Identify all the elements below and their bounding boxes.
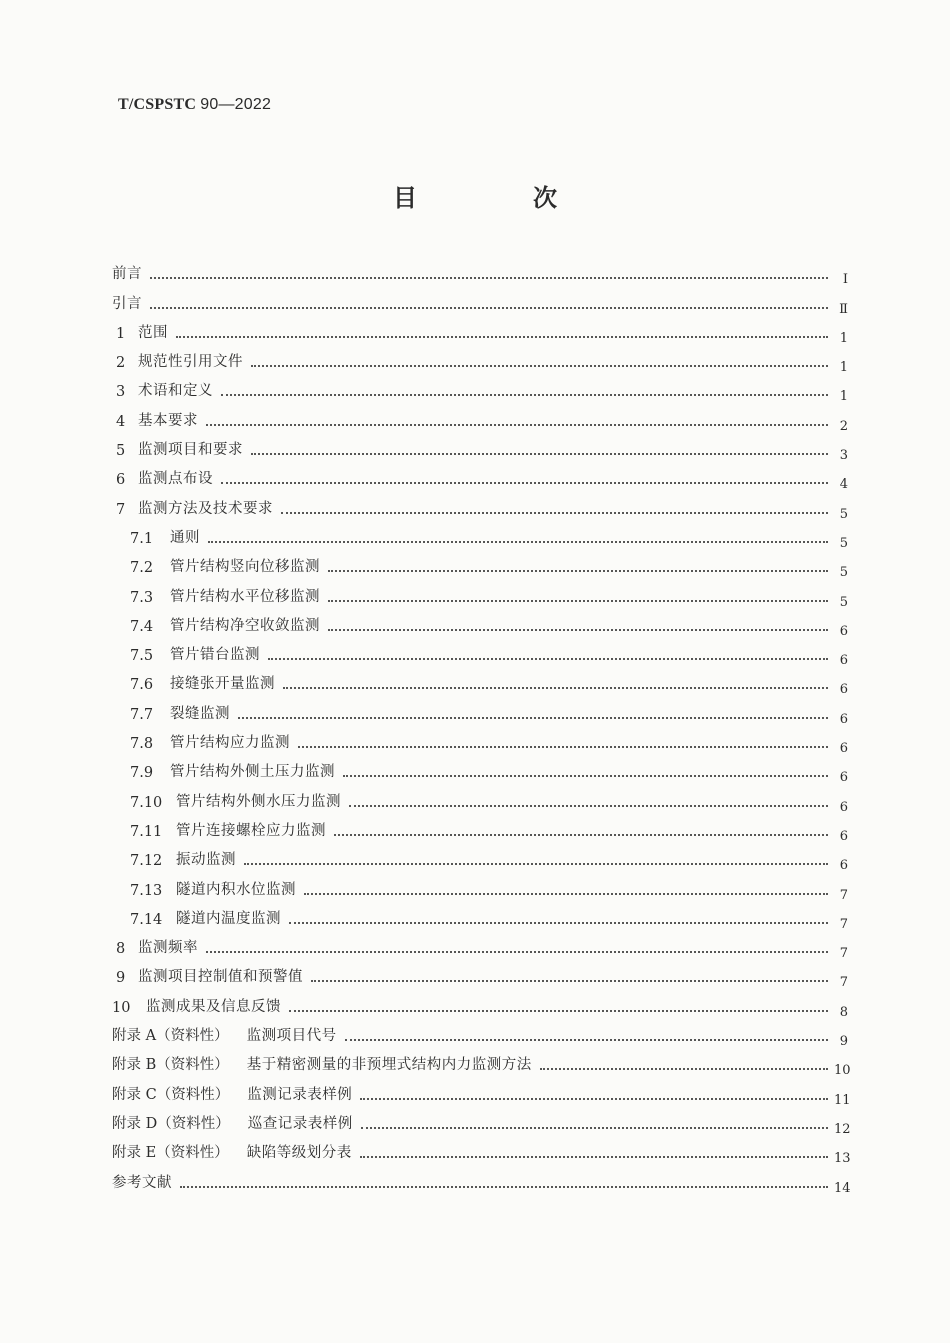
document-code-number: 90—2022 bbox=[200, 96, 272, 113]
toc-entry-title: 监测成果及信息反馈 bbox=[146, 998, 281, 1015]
toc-entry-label bbox=[112, 643, 260, 664]
toc-leader-dots bbox=[283, 687, 828, 689]
toc-entry-title: 通则 bbox=[170, 529, 200, 546]
toc-entry-title: 范围 bbox=[138, 324, 168, 341]
toc-entry-page: 11 bbox=[834, 1092, 851, 1108]
toc-entry-number: 7.12 bbox=[130, 853, 163, 870]
toc-leader-dots bbox=[251, 453, 828, 455]
toc-entry-title: 管片结构应力监测 bbox=[170, 735, 290, 752]
toc-entry[interactable] bbox=[112, 928, 848, 962]
toc-entry-label bbox=[112, 936, 198, 957]
toc-entry-label bbox=[112, 292, 142, 313]
toc-entry-label bbox=[112, 672, 275, 693]
toc-entry-title: 术语和定义 bbox=[138, 383, 213, 400]
toc-entry-page: 6 bbox=[839, 770, 848, 786]
toc-entry[interactable] bbox=[112, 518, 848, 551]
toc-entry[interactable] bbox=[112, 664, 848, 698]
toc-entry-page: 6 bbox=[839, 653, 848, 669]
toc-entry-title: 管片结构外侧水压力监测 bbox=[176, 793, 341, 810]
toc-entry-page: 1 bbox=[839, 330, 848, 346]
toc-entry[interactable] bbox=[112, 723, 848, 757]
toc-entry-page: 5 bbox=[839, 506, 848, 522]
document-code bbox=[118, 96, 271, 114]
toc-entry-title: 管片结构净空收敛监测 bbox=[170, 617, 320, 634]
toc-entry-page: 6 bbox=[839, 858, 848, 874]
toc-leader-dots bbox=[360, 1098, 828, 1100]
toc-entry[interactable] bbox=[112, 283, 848, 317]
toc-leader-dots bbox=[251, 365, 828, 367]
toc-entry[interactable] bbox=[112, 752, 848, 786]
toc-entry-title: 基本要求 bbox=[138, 412, 198, 429]
toc-entry-number: 10 bbox=[112, 999, 131, 1016]
toc-entry-label bbox=[112, 614, 320, 635]
toc-entry-page: 6 bbox=[839, 711, 848, 727]
toc-entry-page: 10 bbox=[834, 1063, 851, 1079]
toc-leader-dots bbox=[268, 658, 828, 660]
toc-entry-page: 5 bbox=[839, 565, 848, 581]
toc-leader-dots bbox=[289, 922, 828, 924]
toc-leader-dots bbox=[304, 893, 828, 895]
toc-leader-dots bbox=[238, 717, 828, 719]
toc-entry-title: 裂缝监测 bbox=[170, 705, 230, 722]
toc-entry-number: 2 bbox=[116, 355, 126, 372]
toc-leader-dots bbox=[281, 512, 828, 514]
toc-leader-dots bbox=[334, 834, 828, 836]
toc-entry-title: 监测项目和要求 bbox=[138, 442, 243, 459]
toc-entry[interactable] bbox=[112, 400, 848, 434]
toc-entry-number: 6 bbox=[116, 472, 126, 489]
toc-entry-title: 管片结构水平位移监测 bbox=[170, 588, 320, 605]
toc-entry-label bbox=[112, 526, 200, 547]
toc-entry-page: 14 bbox=[834, 1180, 851, 1196]
toc-leader-dots bbox=[244, 863, 828, 865]
toc-entry-page: 8 bbox=[839, 1004, 848, 1020]
toc-entry-title: 振动监测 bbox=[176, 852, 236, 869]
toc-entry-title: 接缝张开量监测 bbox=[170, 676, 275, 693]
toc-entry-number: 7.7 bbox=[130, 706, 154, 723]
toc-entry-title: 参考文献 bbox=[112, 1174, 172, 1191]
toc-entry[interactable] bbox=[112, 1133, 851, 1167]
toc-entry-number: 9 bbox=[116, 970, 126, 987]
toc-entry-number: 8 bbox=[116, 941, 126, 958]
toc-entry-page: 7 bbox=[839, 887, 848, 903]
toc-entry-number: 7.5 bbox=[130, 648, 154, 665]
toc-entry-number: 7.4 bbox=[130, 618, 154, 635]
toc-entry-page: 13 bbox=[834, 1151, 851, 1167]
toc-entry-label bbox=[112, 409, 198, 430]
toc-leader-dots bbox=[221, 394, 828, 396]
toc-entry[interactable] bbox=[112, 342, 848, 376]
toc-leader-dots bbox=[328, 629, 828, 631]
toc-entry[interactable] bbox=[112, 576, 848, 610]
toc-entry-label bbox=[112, 497, 273, 518]
toc-entry-label bbox=[112, 350, 243, 371]
toc-leader-dots bbox=[328, 600, 828, 602]
toc-entry-page: 6 bbox=[839, 828, 848, 844]
toc-entry-title: 管片错台监测 bbox=[170, 647, 260, 664]
toc-entry-label bbox=[112, 790, 341, 811]
toc-entry[interactable] bbox=[112, 488, 848, 522]
toc-entry-number: 7.14 bbox=[130, 911, 163, 928]
toc-entry-label bbox=[112, 965, 303, 986]
toc-entry-title: 监测项目代号 bbox=[246, 1028, 337, 1045]
toc-entry-label bbox=[112, 1141, 352, 1162]
toc-entry-page: 7 bbox=[839, 975, 848, 991]
toc-entry-label bbox=[112, 1053, 532, 1074]
toc-entry[interactable] bbox=[112, 1104, 851, 1137]
toc-entry[interactable] bbox=[112, 899, 848, 932]
toc-entry-page: Ⅰ bbox=[842, 272, 848, 288]
toc-entry[interactable] bbox=[112, 313, 848, 346]
toc-leader-dots bbox=[208, 541, 828, 543]
toc-entry[interactable] bbox=[112, 840, 848, 874]
toc-entry-number: 7.9 bbox=[130, 765, 154, 782]
toc-entry-number: 附录 B（资料性） bbox=[112, 1057, 229, 1074]
toc-entry-page: Ⅱ bbox=[839, 301, 848, 317]
toc-leader-dots bbox=[221, 482, 828, 484]
toc-entry-title: 巡查记录表样例 bbox=[247, 1115, 353, 1132]
toc-entry-page: 6 bbox=[839, 682, 848, 698]
toc-entry-label bbox=[112, 379, 213, 400]
toc-entry-number: 7.11 bbox=[130, 823, 163, 840]
toc-entry-page: 1 bbox=[839, 389, 848, 405]
toc-leader-dots bbox=[150, 307, 828, 309]
toc-entry-page: 2 bbox=[839, 418, 848, 434]
toc-leader-dots bbox=[345, 1039, 828, 1041]
toc-entry-title: 管片连接螺栓应力监测 bbox=[176, 822, 326, 839]
toc-entry-label bbox=[112, 760, 335, 781]
toc-entry[interactable] bbox=[112, 693, 848, 727]
toc-leader-dots bbox=[206, 951, 828, 953]
toc-entry-page: 5 bbox=[839, 594, 848, 610]
toc-entry-page: 6 bbox=[839, 623, 848, 639]
toc-entry[interactable] bbox=[112, 635, 848, 669]
toc-entry-number: 5 bbox=[116, 443, 126, 460]
toc-entry-number: 附录 E（资料性） bbox=[112, 1145, 229, 1162]
toc-leader-dots bbox=[206, 424, 828, 426]
toc-entry[interactable] bbox=[112, 547, 848, 581]
toc-entry-page: 5 bbox=[839, 535, 848, 551]
toc-entry-number: 附录 A（资料性） bbox=[112, 1028, 229, 1045]
toc-entry-title: 引言 bbox=[112, 295, 142, 312]
toc-entry[interactable] bbox=[112, 430, 848, 464]
toc-entry-number: 7 bbox=[116, 501, 126, 518]
toc-entry[interactable] bbox=[112, 1162, 851, 1196]
toc-entry-title: 隧道内积水位监测 bbox=[176, 881, 296, 898]
toc-entry-label bbox=[112, 1024, 337, 1045]
toc-entry-page: 7 bbox=[839, 916, 848, 932]
toc-entry-title: 监测点布设 bbox=[138, 471, 213, 488]
toc-leader-dots bbox=[311, 980, 828, 982]
toc-entry-number: 7.3 bbox=[130, 589, 154, 606]
toc-entry-title: 监测方法及技术要求 bbox=[138, 500, 273, 517]
toc-entry[interactable] bbox=[112, 1016, 848, 1050]
toc-entry-title: 管片结构外侧土压力监测 bbox=[170, 764, 335, 781]
toc-entry-label bbox=[112, 907, 281, 928]
toc-entry-label bbox=[112, 555, 320, 576]
toc-leader-dots bbox=[343, 775, 828, 777]
toc-entry-title: 缺陷等级划分表 bbox=[246, 1145, 352, 1162]
toc-entry-number: 4 bbox=[116, 413, 126, 430]
toc-entry-title: 隧道内温度监测 bbox=[176, 910, 281, 927]
toc-entry-page: 6 bbox=[839, 741, 848, 757]
toc-entry-page: 12 bbox=[834, 1121, 851, 1137]
toc-entry-title: 规范性引用文件 bbox=[138, 354, 243, 371]
toc-entry-page: 3 bbox=[839, 448, 848, 464]
table-of-contents bbox=[112, 254, 851, 1196]
toc-entry[interactable] bbox=[112, 371, 848, 405]
toc-entry[interactable] bbox=[112, 811, 848, 844]
toc-entry-label bbox=[112, 467, 213, 488]
toc-entry-number: 附录 C（资料性） bbox=[112, 1086, 230, 1103]
toc-entry-number: 附录 D（资料性） bbox=[112, 1115, 230, 1132]
toc-leader-dots bbox=[540, 1068, 828, 1070]
toc-entry-title: 监测项目控制值和预警值 bbox=[138, 969, 303, 986]
toc-entry-label bbox=[112, 262, 142, 283]
toc-leader-dots bbox=[361, 1127, 828, 1129]
toc-entry[interactable] bbox=[112, 869, 848, 903]
toc-leader-dots bbox=[360, 1156, 828, 1158]
toc-entry-title: 监测频率 bbox=[138, 940, 198, 957]
toc-entry[interactable] bbox=[112, 957, 848, 991]
toc-entry-page: 9 bbox=[839, 1034, 848, 1050]
toc-entry-label bbox=[112, 848, 236, 869]
toc-entry-title: 前言 bbox=[112, 266, 142, 283]
toc-entry-label bbox=[112, 321, 168, 342]
toc-entry-label bbox=[112, 1083, 352, 1104]
toc-entry-number: 7.6 bbox=[130, 677, 154, 694]
toc-entry-label bbox=[112, 819, 326, 840]
toc-entry-number: 7.1 bbox=[130, 530, 154, 547]
toc-leader-dots bbox=[150, 277, 828, 279]
toc-entry[interactable] bbox=[112, 986, 848, 1020]
toc-entry-page: 4 bbox=[839, 477, 848, 493]
toc-entry-page: 1 bbox=[839, 360, 848, 376]
toc-entry-number: 7.8 bbox=[130, 736, 154, 753]
toc-entry-number: 3 bbox=[116, 384, 126, 401]
toc-entry-title: 监测记录表样例 bbox=[247, 1086, 353, 1103]
toc-leader-dots bbox=[349, 805, 828, 807]
document-code-prefix: T/CSPSTC bbox=[118, 96, 197, 113]
toc-entry-label bbox=[112, 995, 281, 1016]
toc-entry[interactable] bbox=[112, 1074, 851, 1108]
toc-leader-dots bbox=[298, 746, 828, 748]
toc-entry-number: 7.2 bbox=[130, 560, 154, 577]
toc-entry-label bbox=[112, 878, 296, 899]
toc-entry[interactable] bbox=[112, 254, 848, 288]
toc-entry[interactable] bbox=[112, 606, 848, 639]
toc-leader-dots bbox=[289, 1010, 828, 1012]
toc-entry-label bbox=[112, 702, 230, 723]
toc-entry-label bbox=[112, 1112, 353, 1133]
page-title: 目 次 bbox=[393, 184, 603, 212]
toc-entry-label bbox=[112, 585, 320, 606]
toc-entry-label bbox=[112, 438, 243, 459]
toc-entry-page: 6 bbox=[839, 799, 848, 815]
toc-entry-page: 7 bbox=[839, 946, 848, 962]
toc-leader-dots bbox=[180, 1186, 828, 1188]
toc-entry[interactable] bbox=[112, 1045, 851, 1079]
toc-entry-number: 7.13 bbox=[130, 882, 163, 899]
toc-entry[interactable] bbox=[112, 781, 848, 815]
toc-entry[interactable] bbox=[112, 459, 848, 493]
toc-leader-dots bbox=[328, 570, 828, 572]
toc-entry-label bbox=[112, 731, 290, 752]
toc-entry-label bbox=[112, 1171, 172, 1192]
toc-entry-number: 1 bbox=[116, 325, 126, 342]
toc-entry-title: 管片结构竖向位移监测 bbox=[170, 559, 320, 576]
toc-entry-title: 基于精密测量的非预埋式结构内力监测方法 bbox=[246, 1057, 532, 1074]
toc-entry-number: 7.10 bbox=[130, 794, 163, 811]
toc-leader-dots bbox=[176, 336, 828, 338]
